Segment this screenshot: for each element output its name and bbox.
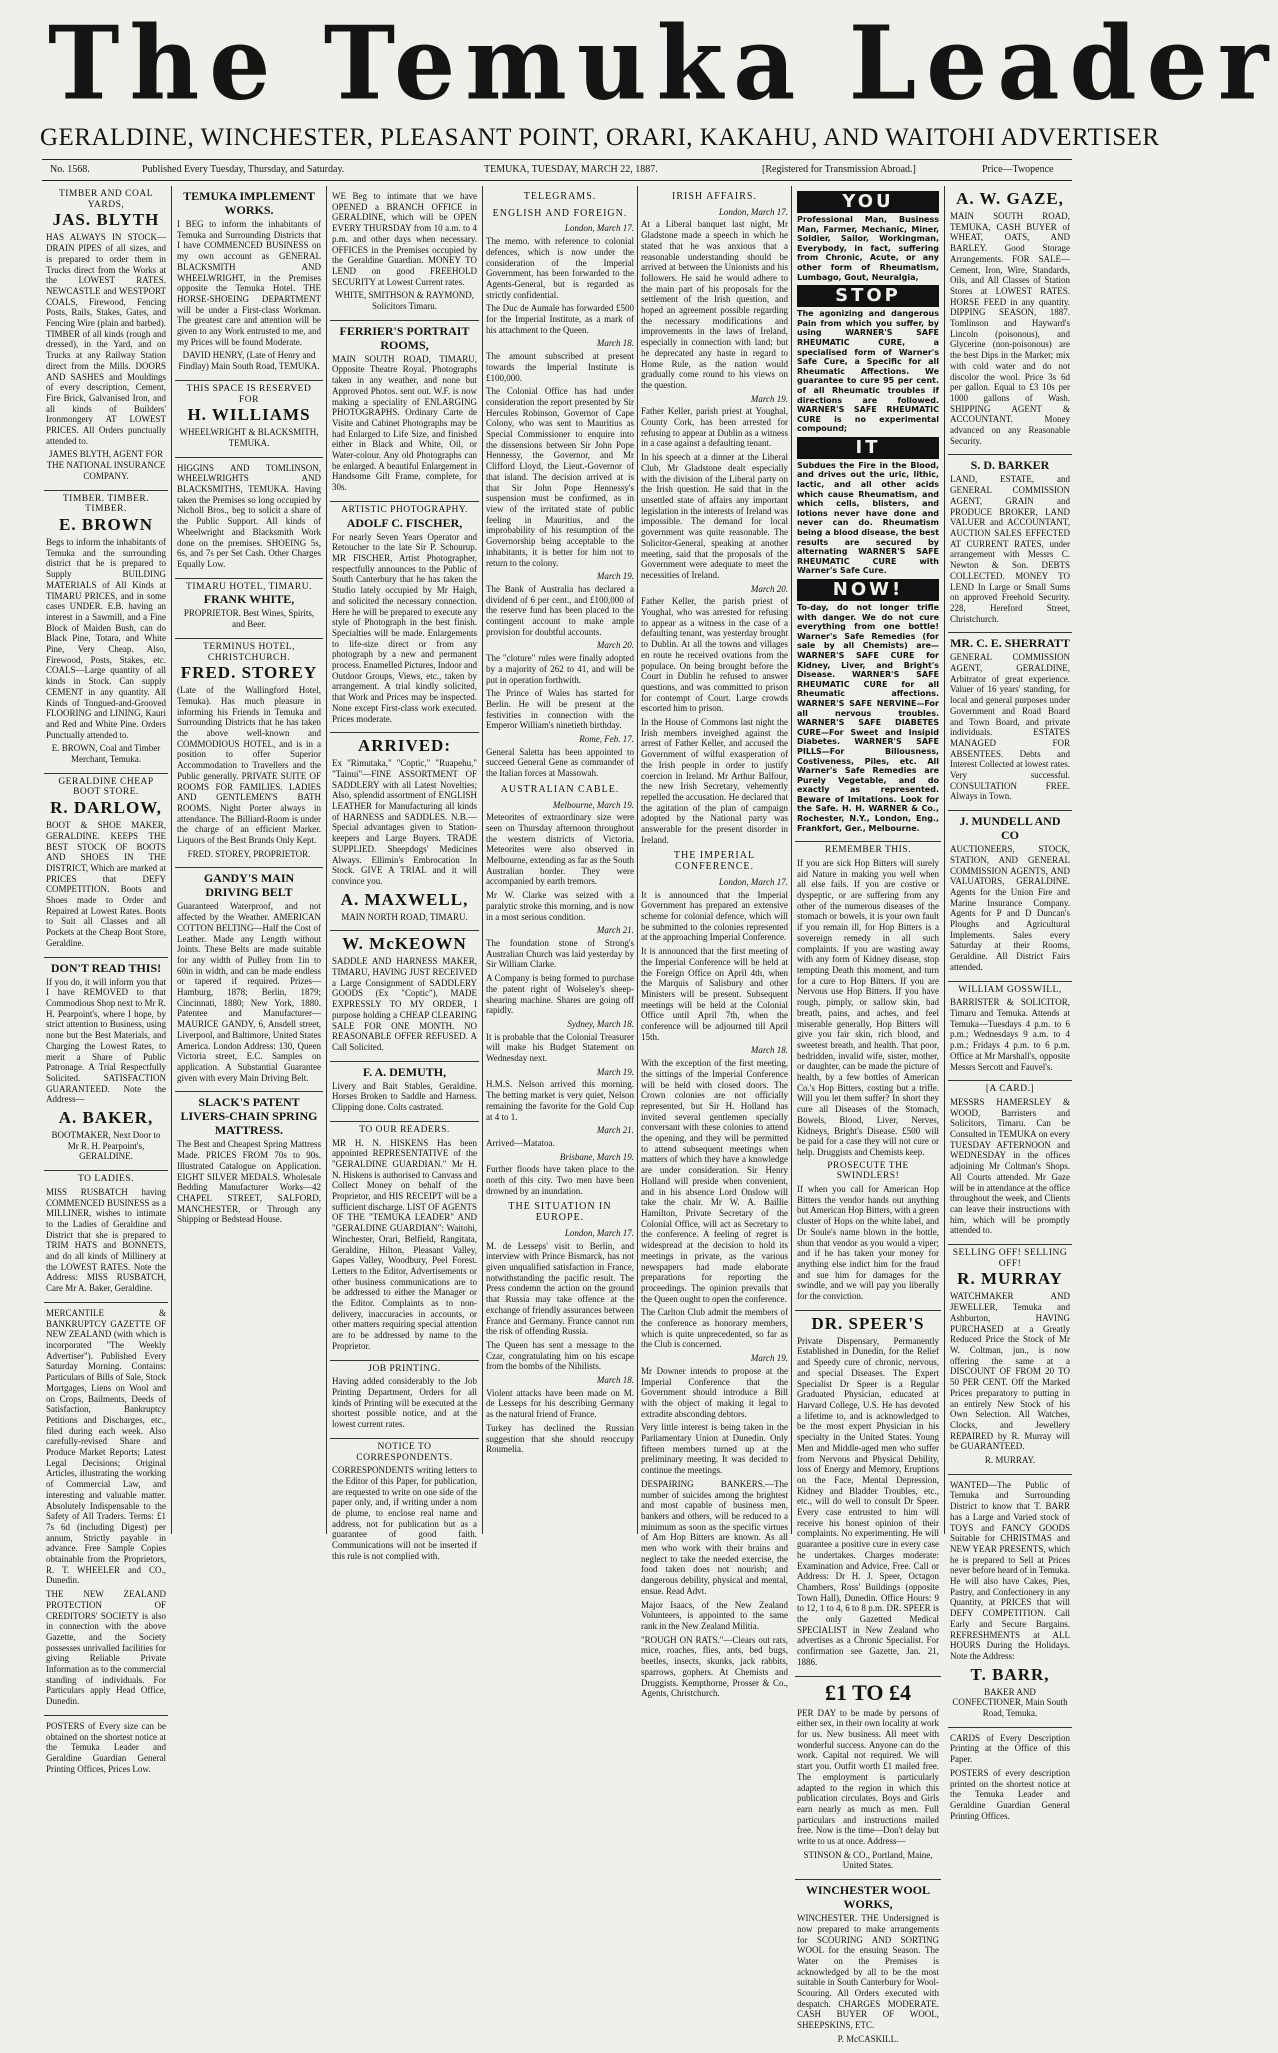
implement-works-advert: TEMUKA IMPLEMENT WORKS. I BEG to inform the inhabitants of Temuka and Surrounding Districts that I have COMMENCED BUSINESS on my own account as GENERAL BLACKSMITH AND WHEELWRIGHT, in the Premises opposite the Temuka Hotel. THE HORSE-SHOEING DEPARTMENT will be under a First-class Workman. The greatest care and attention will be given to any Work entrusted to me, and my Prices will be found Moderate. DAVID HENRY, (Late of Henry and Findlay) Main South Road, TEMUKA. bbox=[175, 186, 323, 381]
column-divider bbox=[482, 186, 483, 1534]
timaru-hotel-advert: TIMARU HOTEL, TIMARU. FRANK WHITE, PROPRIETOR. Best Wines, Spirits, and Beer. bbox=[175, 579, 323, 639]
gaze-advert: A. W. GAZE, MAIN SOUTH ROAD, TEMUKA, CASH BUYER of WHEAT, OATS, AND BARLEY. Good Storage Arrangements. FOR SALE—Cement, Iron, Wire, Standards, Oils, and All Classes of Station Stores at LOWEST RATES. HORSE FEED in any quantity. DIPPING SEASON, 1887. Tomlinson and Hayward's Lincoln (poisonous), and Glycerine (non-poisonous) are the best Dips in the Market; mix with cold water and do not discolor the wool. Price 3s 6d per gallon. Equal to £3 10s per 1000 gallons of Wash. SHIPPING AGENT & ACCOUNTANT. Money advanced on any Reasonable Security. bbox=[948, 186, 1072, 455]
sherratt-advert: MR. C. E. SHERRATT GENERAL COMMISSION AGENT, GERALDINE, Arbitrator of great experience. Valuer of 16 years' standing, for local and general purposes under Government and Road Board and Town Board, and private individuals. ESTATES MANAGED FOR ABSENTEES. Debts and Interest Collected at lowest rates. Very successful. CONSULTATION FREE. Always in Town. bbox=[948, 633, 1072, 811]
terminus-hotel-advert: TERMINUS HOTEL, CHRISTCHURCH. FRED. STOREY (Late of the Wallingford Hotel, Temuka). Has much pleasure in informing his Friends in Temuka and Surrounding Districts that he has taken the above well-known and COMMODIOUS HOTEL, and is in a position to offer Superior Accommodation to Travellers and the Public generally. PRIVATE SUITE OF ROOMS FOR FAMILIES. LADIES AND GENTLEMEN'S BATH ROOMS. Night Porter always in attendance. The Billiard-Room is under the charge of an efficient Marker. Liquors of the Best Brands Only Kept. FRED. STOREY, PROPRIETOR. bbox=[175, 639, 323, 869]
section-subheading: THE SITUATION IN EUROPE. bbox=[508, 1201, 612, 1224]
column-divider bbox=[944, 186, 945, 1534]
column-2 bbox=[175, 186, 323, 1534]
section-heading: TELEGRAMS. bbox=[523, 191, 597, 202]
warner-advert: YOU Professional Man, Business Man, Farmer, Mechanic, Miner, Soldier, Sailor, Workingman, Everybody, in fact, suffering from Chronic, Acute, or any other form of Rheumatism, Lumbago, Gout, Neuralgia, STOP The agonizing and dangerous Pain from which you suffer, by using WARNER'S SAFE RHEUMATIC CURE, a specialised form of Warner's Safe Cure, a Specific for all Rheumatic Affections. We guarantee to cure 95 per cent. of all Rheumatic troubles if directions are followed. WARNER'S SAFE RHEUMATIC CURE is no experimental compound; IT Subdues the Fire in the Blood, and drives out the uric, lithic, lactic, and all other acids which cause Rheumatism, and which cells, blisters, and lotions never have done and never can do. Rheumatism being a blood disease, the best results are secured by alternating WARNER'S SAFE RHEUMATIC CURE with Warner's Safe Cure. NOW! To-day, do not longer trifle with danger. We do not cure everything from one bottle! Warner's Safe Remedies (for sale by all Chemists) are—WARNER'S SAFE CURE for Kidney, Liver, and Bright's Disease. WARNER'S SAFE RHEUMATIC CURE for all Rheumatic affections. WARNER'S SAFE NERVINE—For all nervous troubles. WARNER'S SAFE DIABETES CURE—For Sweet and Insipid Diabetes. WARNER'S SAFE PILLS—For Biliousness, Costiveness, Piles, etc. All Warner's Safe Remedies are Purely Vegetable, and do exactly as represented. Beware of Imitations. Look for the Safe. H. H. WARNER & Co., Rochester, N.Y., London, Eng., Frankfort, Ger., Melbourne. bbox=[795, 186, 941, 842]
masthead-subtitle: GERALDINE, WINCHESTER, PLEASANT POINT, ORARI, KAKAHU, AND WAITOHI ADVERTISER bbox=[40, 124, 1160, 151]
higgins-advert: HIGGINS AND TOMLINSON, WHEELWRIGHTS AND BLACKSMITHS, TEMUKA. Having taken the Premises so long occupied by Nicholl Bros., beg to solicit a share of the Public Support. All kinds of Wheelwright and Blacksmith Work done on the premises. SHOEING 5s, 6s, and 7s per Set Cash. Other Charges Equally Low. bbox=[175, 458, 323, 579]
gosswill-advert: WILLIAM GOSSWILL, BARRISTER & SOLICITOR, Timaru and Temuka. Attends at Temuka—Tuesdays 4 p.m. to 6 p.m.; Wednesdays 9 a.m. to 4 p.m.; Fridays 4 p.m. to 6 p.m. Office at Mr Marshall's, opposite Messrs Sercott and Fauvel's. bbox=[948, 982, 1072, 1082]
fischer-advert: ARTISTIC PHOTOGRAPHY. ADOLF C. FISCHER, For nearly Seven Years Operator and Retoucher to the late Sir P. Schourup. MR FISCHER, Artist Photographer, respectfully announces to the Public of South Canterbury that he has taken the Studio lately occupied by Mr Haigh, and solicited the necessary connection. Here he will be prepared to execute any style of Photograph in the best finish. Specialties will be made. Enlargements to life-size direct or from any photograph by a new and permanent process. Enamelled Pictures, Indoor and Outdoor Groups, Views, etc., taken by arrangement. A trial kindly solicited, that Work and Prices may be inspected. None except First-class work executed. Prices moderate. bbox=[330, 502, 479, 733]
murray-advert: SELLING OFF! SELLING OFF! R. MURRAY WATCHMAKER AND JEWELLER, Temuka and Ashburton, HAVING PURCHASED at a Greatly Reduced Price the Stock of Mr W. Coltman, jun., is now offering the same at a DISCOUNT OF FROM 20 TO 50 PER CENT. Off the Marked Prices preparatory to putting in an entirely New Stock of his Own Selection. All Watches, Clocks, and Jewellery REPAIRED by R. Murray will be GUARANTEED. R. MURRAY. bbox=[948, 1245, 1072, 1475]
column-5-irish-affairs: IRISH AFFAIRS. London, March 17. At a Liberal banquet last night, Mr Gladstone made a speech in which he stated that he was anxious that a reasonable understanding should be arrived at between the Unionists and his followers. He said he would adhere to the main part of his proposals for the settlement of the Irish question, and hoped an agreement possible regarding the necessary modifications and improvements in the laws of Ireland, especially in connection with land; but he deprecated any haste in regard to Home Rule, as the nation would gradually come round to his views on the question. March 19. Father Keller, parish priest at Youghal, County Cork, has been arrested for refusing to appear at Dublin as a witness in a case against a defaulting tenant. In his speech at a dinner at the Liberal Club, Mr Gladstone dealt especially with the division of the Liberal party on the Irish question. He said that in the unsettled state of affairs any important legislation in the interests of Ireland was impossible. The demand for local government was quite reasonable. The Solicitor-General, speaking at another meeting, said that the proposals of the Government were adequate to meet the necessities of Ireland. March 20. Father Keller, the parish priest of Youghal, who was arrested for refusing to appear as a witness in the case of a defaulting tenant, was yesterday brought to Dublin. At all the towns and villages en route he received ovations from the populace. On being brought before the Court in Dublin he refused to answer questions, and was committed to prison for contempt of Court. Large crowds escorted him to prison. In the House of Commons last night the Irish members inveighed against the arrest of Father Keller, and accused the Government of wilful exasperation of the Irish people in order to justify coercion in Ireland. Mr Arthur Balfour, the new Irish Secretary, vehemently repelled the accusation. He declared that the agitation of the plan of campaign adopted by the National party was answerable for the present disorder in Ireland. THE IMPERIAL CONFERENCE. London, March 17. It is announced that the Imperial Government has prepared an extensive scheme for colonial defence, which will be submitted to the colonies represented at the approaching Imperial Conference. It is announced that the first meeting of the Imperial Conference will be held at the Foreign Office on April 4th, when the Marquis of Salisbury and other Ministers will be present. Subsequent meetings will be held at the Colonial Office until April 7th, when the conference will be adjourned till April 15th. March 18. With the exception of the first meeting, the sittings of the Imperial Conference will be held with closed doors. The Crown colonies are not officially represented, but Sir H. Holland has invited several gentlemen specially conversant with these colonies to attend the opening, and they will be permitted to attend subsequent meetings when matters of which they have a knowledge are under consideration. Sir Henry Holland will preside when convenient, and in his absence Lord Onslow will take the chair. Mr W. A. Baillie Hamilton, Private Secretary of the Colonial Office, will act as Secretary to the conference. A feeling of regret is widespread at the decision to hold its meetings in private, as the various newspapers had made elaborate preparations for reporting the proceedings. The opinion prevails that the Queen ought to open the conference. The Carlton Club admit the members of the conference as honorary members, which is quite unprecedented, so far as the Club is concerned. March 19. Mr Downer intends to propose at the Imperial Conference that the Government should introduce a Bill with the object of making it legal to extradite absconding debtors. Very little interest is being taken in the Parliamentary Union at Dunedin. Only fifteen members turned up at the preliminary meeting. It was decided to continue the meetings. DESPAIRING BANKERS.—The number of suicides among the brightest and most capable of business men, bankers and others, will be reduced to a minimum as soon as the specific virtues of Am Hop Bitters are known. As all men who work with their brains and neglect to take the needed exercise, the food taken does not nourish; and dangerous debility, physical and mental, ensue. Read Advt. Major Isaacs, of the New Zealand Volunteers, is appointed to the same rank in the New Zealand Militia. "ROUGH ON RATS."—Clears out rats, mice, roaches, flies, ants, bed bugs, beetles, insects, skunks, jack rabbits, sparrows, gophers. At Chemists and Druggists. Kempthorne, Prosser & Co., Agents, Christchurch. bbox=[641, 191, 788, 1699]
advertiser-name: A. BAKER, bbox=[58, 1108, 154, 1128]
demuth-advert: F. A. DEMUTH, Livery and Bait Stables, Geraldine. Horses Broken to Saddle and Harness. Clipping done. Colts castrated. bbox=[330, 1062, 479, 1122]
advertiser-name: DR. SPEER'S bbox=[811, 1313, 925, 1333]
advertiser-name: W. McKEOWN bbox=[342, 934, 467, 954]
header-rule-top bbox=[42, 159, 1072, 160]
section-subheading: IRISH AFFAIRS. bbox=[672, 191, 757, 202]
job-printing-notice: JOB PRINTING. Having added considerably to the Job Printing Department, Orders for all kinds of Printing will be executed at the shortest possible notice, and at the lowest current rates. bbox=[330, 1361, 479, 1439]
registration-note: [Registered for Transmission Abroad.] bbox=[762, 164, 916, 175]
blyth-advert: TIMBER AND COAL YARDS, JAS. BLYTH HAS ALWAYS IN STOCK—DRAIN PIPES of all sizes, and is prepared to order them in Trucks direct from the Works at the LOWEST RATES. NEWCASTLE and WESTPORT COALS, Firewood, Fencing Posts, Rails, Stakes, Gates, and Fencing Wire (plain and barbed). TIMBER of all kinds (rough and dressed), in the Yard, and on Trucks at any Railway Station direct from the Mills. DOORS AND SASHES and Mouldings of every description, Cement, Fire Brick, Galvanised Iron, and all kinds of Builders' Ironmongery AT LOWEST PRICES. All Orders punctually attended to. JAMES BLYTH, AGENT FOR THE NATIONAL INSURANCE COMPANY. bbox=[44, 186, 168, 491]
barker-advert: S. D. BARKER LAND, ESTATE, and GENERAL COMMISSION AGENT, GRAIN and PRODUCE BROKER, LAND VALUER and ACCOUNTANT, AUCTION SALES EFFECTED AT CURRENT RATES, under arrangement with Messrs C. Newton & Son. DEBTS COLLECTED. MONEY TO LEND In Large or Small Sums on approved Freehold Security. 228, Hereford Street, Christchurch. bbox=[948, 455, 1072, 633]
advertiser-name: ADOLF C. FISCHER, bbox=[346, 515, 463, 530]
printing-notices: CARDS of Every Description Printing at the Office of this Paper. POSTERS of every description printed on the shortest notice at the Temuka Leader and Geraldine Guardian General Printing Offices. bbox=[950, 1732, 1070, 1821]
posters-advert: POSTERS of Every size can be obtained on the shortest notice at the Temuka Leader and Geraldine Guardian General Printing Offices, Prices Low. bbox=[46, 1720, 166, 1774]
section-subheading: AUSTRALIAN CABLE. bbox=[500, 783, 620, 795]
maxwell-advert: ARRIVED: Ex "Rimutaka," "Coptic," "Ruapehu," "Tainui"—FINE ASSORTMENT OF SADDLERY with all Latest Novelties; Also, splendid assortment of ENGLISH LEATHER for Manufacturing all kinds of HARNESS and SADDLES. N.B.—Special advantages given to Station-keepers and Large Buyers. TRADE SUPPLIED. Sheepdogs' Medicines Always. Ellimin's Embrocation In Stock. GIVE A TRIAL and it will convince you. A. MAXWELL, MAIN NORTH ROAD, TIMARU. bbox=[330, 733, 479, 931]
issue-number: No. 1568. bbox=[50, 164, 90, 175]
column-7 bbox=[948, 186, 1072, 1821]
section-subheading: ENGLISH AND FOREIGN. bbox=[492, 207, 628, 219]
mckeown-advert: W. McKEOWN SADDLE AND HARNESS MAKER, TIMARU, HAVING JUST RECEIVED a Large Consignment of SADDLERY GOODS (Ex "Coptic"), MADE EXPRESSLY TO MY ORDER, I purpose holding a CHEAP CLEARING SALE FOR ONE MONTH. NO REASONABLE OFFER REFUSED. A Call Solicited. bbox=[330, 931, 479, 1061]
williams-advert: THIS SPACE IS RESERVED FOR H. WILLIAMS WHEELWRIGHT & BLACKSMITH, TEMUKA. bbox=[175, 381, 323, 458]
baker-advert: DON'T READ THIS! If you do, it will inform you that I have REMOVED to that Commodious Shop next to Mr R. H. Pearpoint's, where I hope, by strict attention to Business, using none but the Best Materials, and Charging the Lowest Rates, to merit a Share of Public Patronage. A Trial Respectfully Solicited. SATISFACTION GUARANTEED. Note the Address— A. BAKER, BOOTMAKER, Next Door to Mr R. H. Pearpoint's, GERALDINE. bbox=[44, 958, 168, 1172]
advertiser-name: FRED. STOREY bbox=[180, 663, 318, 683]
speer-advert: DR. SPEER'S Private Dispensary, Permanently Established in Dunedin, for the Relief and Speedy cure of chronic, nervous, and special Diseases. The Expert Specialist Dr Speer is a Regular Graduated Physician, educated at Harvard College, U.S. He has devoted a lifetime to, and is acknowledged to be the most expert Physician in his specialty in the United States. Young Men and Middle-aged men who suffer from Nervous and Physical Debility, loss of Energy and Memory, Eruptions on the Face, Mental Depression, Kidney and Bladder Troubles, etc., etc., will do well to consult Dr Speer. Every case entrusted to him will receive his honest opinion of their complaints. No experimenting. He will guarantee a positive cure in every case he undertakes. Charges moderate: Examination and Advice, Free. Call or Address: Dr H. J. Speer, Octagon Chambers, Ross' Buildings (opposite Town Hall), Dunedin. Office Hours: 9 to 12, 1 to 4, 6 to 8 p.m. DR. SPEER is the only Gazetted Medical SPECIALIST in New Zealand who advertises as a Chronic Specialist. For confirmation see Gazette, Jan. 21, 1886. bbox=[795, 1311, 941, 1677]
advertiser-name: H. WILLIAMS bbox=[187, 405, 311, 425]
column-divider bbox=[637, 186, 638, 1534]
advertiser-name: J. MUNDELL AND CO bbox=[959, 814, 1061, 843]
column-3 bbox=[330, 186, 479, 1561]
correspondents-notice: NOTICE TO CORRESPONDENTS. CORRESPONDENTS writing letters to the Editor of this Paper, for publication, are requested to write on one side of the paper only, and, if writing under a nom de plume, to enclose real name and address, not for publication but as a guarantee of good faith. Communications will not be inserted if this rule is not complied with. bbox=[332, 1441, 477, 1561]
advertiser-name: E. BROWN bbox=[59, 514, 153, 534]
mundell-advert: J. MUNDELL AND CO AUCTIONEERS, STOCK, STATION, AND GENERAL COMMISSION AGENTS, AND VALUATORS, GERALDINE. Agents for the Union Fire and Marine Insurance Company. Agents for P and D Duncan's Ploughs and Agricultural Implements. Sales every Saturday at their Rooms, Geraldine. All District Fairs attended. bbox=[948, 811, 1072, 981]
advertiser-name: JAS. BLYTH bbox=[52, 210, 160, 230]
advertiser-name: MR. C. E. SHERRATT bbox=[950, 636, 1070, 651]
column-1 bbox=[44, 186, 168, 1774]
advertiser-name: T. BARR, bbox=[970, 1664, 1050, 1684]
wool-works-advert: WINCHESTER WOOL WORKS, WINCHESTER. THE Undersigned is now prepared to make arrangements for SCOURING AND SORTING WOOL for the ensuing Season. The Water on the Premises is acknowledged by all to be the most suitable in South Canterbury for Wool-Scouring. All Orders executed with despatch. CHARGES MODERATE. CASH BUYER OF WOOL, SHEEPSKINS, ETC. P. McCASKILL. bbox=[797, 1883, 939, 2044]
solicitors-advert: WE Beg to intimate that we have OPENED a BRANCH OFFICE in GERALDINE, which will be OPEN EVERY THURSDAY from 10 a.m. to 4 p.m. and other days when necessary. OFFICES in the Premises occupied by the Geraldine Guardian. MONEY TO LEND on good FREEHOLD SECURITY at Lowest Current rates. WHITE, SMITHSON & RAYMOND, Solicitors Timaru. bbox=[330, 186, 479, 321]
masthead-title: The Temuka Leader bbox=[48, 4, 1278, 123]
advertiser-name: R. DARLOW, bbox=[50, 798, 162, 818]
barr-advert: WANTED—The Public of Temuka and Surrounding District to know that T. BARR has a Large and Varied stock of TOYS and FANCY GOODS Suitable for CHRISTMAS and NEW YEAR PRESENTS, which he is prepared to Sell at Prices never before heard of in Temuka. He will also have Cakes, Pies, Pastry, and Confectionery in any Quantity, at PRICES that will DEFY COMPETITION. Call Early and Secure Bargains. REFRESHMENTS at ALL HOURS During the Holidays. Note the Address: T. BARR, BAKER AND CONFECTIONER, Main South Road, Temuka. bbox=[948, 1475, 1072, 1728]
brown-advert: TIMBER. TIMBER. TIMBER. E. BROWN Begs to inform the inhabitants of Temuka and the surrounding district that he is prepared to Supply BUILDING MATERIALS of All Kinds at TIMARU PRICES, and in some cases UNDER. E.B. having an interest in a Sawmill, and a Fine Block of Maiden Bush, can do Black Pine, Totara, and White Pine, Very Cheap. Also, Firewood, Posts, Stakes, etc. COALS—Large quantity of all kinds in Stock. Can supply CEMENT in any quantity. All Kinds of Tongued-and-Grooved FLOORING and LINING, Kauri and Red and White Pine. Orders Punctually attended to. E. BROWN, Coal and Timber Merchant, Temuka. bbox=[44, 491, 168, 774]
header-rule-bottom bbox=[42, 180, 1072, 181]
section-subheading: THE IMPERIAL CONFERENCE. bbox=[673, 850, 756, 873]
issue-date: TEMUKA, TUESDAY, MARCH 22, 1887. bbox=[484, 164, 658, 175]
issue-price: Price—Twopence bbox=[982, 164, 1054, 175]
publication-days: Published Every Tuesday, Thursday, and Saturday. bbox=[142, 164, 345, 175]
advertiser-name: A. W. GAZE, bbox=[956, 189, 1064, 208]
column-divider bbox=[171, 186, 172, 1534]
column-4-telegrams: TELEGRAMS. ENGLISH AND FOREIGN. London, March 17. The memo. with reference to colonial defences, which is now under the consideration of the Imperial Government, has been forwarded to the Agents-General, but is regarded as strictly confidential. The Duc de Aumale has forwarded £500 for the Imperial Institute, as a mark of his attachment to the Queen. March 18. The amount subscribed at present towards the Imperial Institute is £100,000. The Colonial Office has had under consideration the report presented by Sir Hercules Robinson, Governor of Cape Colony, who was sent to Mauritius as Special Commissioner to enquire into the dissensions between Sir John Pope Hennessy, the Governor, and Mr Clifford Lloyd, the Lieut.-Governor of that island. The decision arrived at is that Sir John Pope Hennessy's suspension must be confirmed, as in view of the irritated state of public feeling in Mauritius, and the improbability of his resumption of the Governorship being acceptable to the inhabitants, it is better for him not to return to the colony. March 19. The Bank of Australia has declared a dividend of 6 per cent., and £100,000 of the reserve fund has been placed to the contingent account to make ample provision for doubtful accounts. March 20. The "cloture" rules were finally adopted by a majority of 262 to 41, and will be put in operation forthwith. The Prince of Wales has started for Berlin. He will be present at the festivities in connection with the Emperor William's ninetieth birthday. Rome, Feb. 17. General Saletta has been appointed to succeed General Gene as commander of the Italian forces at Massowah. AUSTRALIAN CABLE. Melbourne, March 19. Meteorites of extraordinary size were seen on Thursday afternoon throughout the western districts of Victoria. Meteorites were also observed in Melbourne, extending as far as the South Australian border. They were accompanied by earth tremors. Mr W. Clarke was seized with a paralytic stroke this morning, and is now in a most serious condition. March 21. The foundation stone of Strong's Australian Church was laid yesterday by Sir William Clarke. A Company is being formed to purchase the patent right of Wolseley's sheep-shearing machine. Shares are going off rapidly. Sydney, March 18. It is probable that the Colonial Treasurer will make his Budget Statement on Wednesday next. March 19. H.M.S. Nelson arrived this morning. The betting market is very quiet, Nelson remaining the favorite for the Gold Cup at 4 to 1. March 21. Arrived—Matatoa. Brisbane, March 19. Further floods have taken place to the north of this city. Two men have been drowned by an inundation. THE SITUATION IN EUROPE. London, March 17. M. de Lesseps' visit to Berlin, and interview with Prince Bismarck, has not given unqualified satisfaction in France, notwithstanding the pacific result. The Press condemn the action on the ground that Russia may take offence at the exchange of friendly assurances between France and Germany. France cannot run the risk of offending Russia. The Queen has sent a message to the Czar, congratulating him on his escape from the bombs of the Nihilists. March 18. Violent attacks have been made on M. de Lesseps for his describing Germany as the natural friend of France. Turkey has declined the Russian suggestion that she should reoccupy Roumelia. bbox=[486, 191, 634, 1455]
slack-advert: SLACK'S PATENT LIVERS-CHAIN SPRING MATTRESS. The Best and Cheapest Spring Mattress Made. PRICES FROM 70s to 90s. Illustrated Catalogue on Application. EIGHT SILVER MEDALS. Wholesale Bedding Manufacturer Works—42 CHAPEL STREET, SALFORD, MANCHESTER, or Through any Shipping or Bedstead House. bbox=[177, 1095, 321, 1225]
stinson-advert: £1 TO £4 PER DAY to be made by persons of either sex, in their own locality at work for us. New business. All meet with wonderful success. Anyone can do the work. Capital not required. We will start you. Outfit worth £1 mailed free. The employment is particularly adapted to the region in which this publication circulates. Boys and Girls earn nearly as much as men. Full particulars and instructions mailed free. Now is the time—Don't delay but write to us at once. Address— STINSON & CO., Portland, Maine, United States. bbox=[795, 1677, 941, 1881]
readers-notice: TO OUR READERS. MR H. N. HISKENS Has been appointed REPRESENTATIVE of the "GERALDINE GUARDIAN." Mr H. N. Hiskens is authorised to Canvass and Collect Money on behalf of the Proprietor, and HIS RECEIPT will be a sufficient discharge. LIST OF AGENTS OF THE "TEMUKA LEADER" AND "GERALDINE GUARDIAN": Waitohi, Winchester, Orari, Belfield, Rangitata, Geraldine, Hilton, Pleasant Valley, Gapes Valley, Woodbury, Peel Forest. Letters to the Editor, Advertisements or other business communications are to be addressed to either the Manager or the Editor. Complaints as to non-delivery, inaccuracies in accounts, or other matters requiring special attention are to be addressed by name to the Proprietor. bbox=[330, 1122, 479, 1361]
gazette-advert: MERCANTILE & BANKRUPTCY GAZETTE OF NEW ZEALAND (with which is incorporated "The Weekly Advertiser"). Published Every Saturday Morning. Contains: Particulars of Bills of Sale, Stock Mortgages, Liens on Wool and on Crops, Bailments, Deeds of Satisfaction, Bankruptcy Petitions and Discharges, etc., filed during each week. Also carefully-revised Share and Produce Market Reports; Latest Legal Decisions; Original Articles, illustrating the working of Commercial Law, and interesting and valuable matter. Absolutely Indispensable to the Safety of All Traders. Terms: £1 7s 6d (including Digest) per annum, Strictly payable in advance. Free Sample Copies obtainable from the Proprietors, R. T. WHEELER and CO., Dunedin. THE NEW ZEALAND PROTECTION OF CREDITORS' SOCIETY is also in connection with the above Gazette, and the Society possesses unrivalled facilities for giving Reliable Private Information as to the commercial standing of individuals. For Particulars apply Head Office, Dunedin. bbox=[44, 1303, 168, 1716]
dateline bbox=[42, 162, 1072, 178]
column-6 bbox=[795, 186, 941, 2044]
column-divider bbox=[791, 186, 792, 1534]
advertiser-name: S. D. BARKER bbox=[970, 458, 1050, 473]
hamersley-wood-advert: [A CARD.] MESSRS HAMERSLEY & WOOD, Barristers and Solicitors, Timaru. Can be Consulted in TEMUKA on every TUESDAY AFTERNOON and WEDNESDAY in the offices adjoining Mr Coltman's Shops. All Courts attended. Mr Gaze will be in attendance at the office throughout the week, and Clients can leave their instructions with him, which will be promptly attended to. bbox=[948, 1081, 1072, 1245]
ferrier-advert: FERRIER'S PORTRAIT ROOMS, MAIN SOUTH ROAD, TIMARU, Opposite Theatre Royal. Photographs taken in any weather, and none but Approved Photos. sent out. W.F. is now making a speciality of ENLARGING PHOTOGRAPHS. Ordinary Carte de Visite and Cabinet Photographs may be had Enlarged to Life Size, and finished either in Black and White, Oil, or Water-colour. Any old Photographs can be enlarged. A beautiful Enlargement in Handsome Gilt Frame, complete, for 30s. bbox=[330, 321, 479, 502]
advertiser-name: A. MAXWELL, bbox=[340, 889, 469, 909]
hop-bitters-advert: REMEMBER THIS. If you are sick Hop Bitters will surely aid Nature in making you well when all else fails. If you are costive or dyspeptic, or are suffering from any other of the numerous diseases of the stomach or bowels, it is your own fault if you remain ill, for Hop Bitters is a sovereign remedy in all such complaints. If you are wasting away with any form of Kidney disease, stop tempting Death this moment, and turn for a cure to Hop Bitters. If you are Nervous use Hop Bitters. If you have rough, pimply, or sallow skin, bad breath, pains, and aches, and feel miserable generally, Hop Bitters will give you fair skin, rich blood, and sweetest breath, and health. That poor, bedridden, invalid wife, sister, mother, or daughter, can be made the picture of health, by a few bottles of American Co.'s Hop Bitters, costing but a trifle. Will you let them suffer? In short they cure all Diseases of the Stomach, Bowels, Blood, Liver, Nerves, Kidneys, Bright's Disease. £500 will be paid for a case they will not cure or help. Druggists and Chemists keep. PROSECUTE THE SWINDLERS! If when you call for American Hop Bitters the vendor hands out anything but American Hop Bitters, with a green cluster of Hops on the white label, and Dr Soule's name blown in the bottle, shun that vendor as you would a viper; and if he has taken your money for anything else indict him for the fraud and sue him for damages for the swindle, and we will pay you liberally for the conviction. bbox=[795, 842, 941, 1311]
advertiser-name: FRANK WHITE, bbox=[203, 592, 295, 607]
darlow-advert: GERALDINE CHEAP BOOT STORE. R. DARLOW, BOOT & SHOE MAKER, GERALDINE. KEEPS THE BEST STOCK OF BOOTS AND SHOES IN THE DISTRICT, Which are marked at PRICES that DEFY COMPETITION. Boots and Shoes made to Order and Repaired at Lowest Rates. Boots to Suit all Classes and all Pockets at the Cheap Boot Store, Geraldine. bbox=[44, 774, 168, 958]
ladies-advert: TO LADIES. MISS RUSBATCH having COMMENCED BUSINESS as a MILLINER, wishes to intimate to the Ladies of Geraldine and District that she is prepared to TRIM HATS and BONNETS, and do all kinds of Millinery at the LOWEST RATES. Note the Address: MISS RUSBATCH, Care Mr A. Baker, Geraldine. bbox=[44, 1171, 168, 1303]
gandy-advert: GANDY'S MAIN DRIVING BELT Guaranteed Waterproof, and not affected by the Weather. AMERICAN COTTON BELTING—Half the Cost of Leather. Made any Length without Joints. These Belts are made suitable for any width of Pulley from 1in to 60in in width, and can be made endless or tapered if required. Prizes—Hamburg, 1878; Berlin, 1879; Cincinnati, 1880; New York, 1880. Patentee and Manufacturer—MAURICE GANDY, 6, Ansdell street, Liverpool, and Baltimore, United States America. London Address: 130, Queen Victoria street, E.C. Samples on application. A Substantial Guarantee given with every Main Driving Belt. bbox=[175, 868, 323, 1092]
advertiser-name: R. MURRAY bbox=[957, 1269, 1063, 1289]
column-divider bbox=[326, 186, 327, 1534]
